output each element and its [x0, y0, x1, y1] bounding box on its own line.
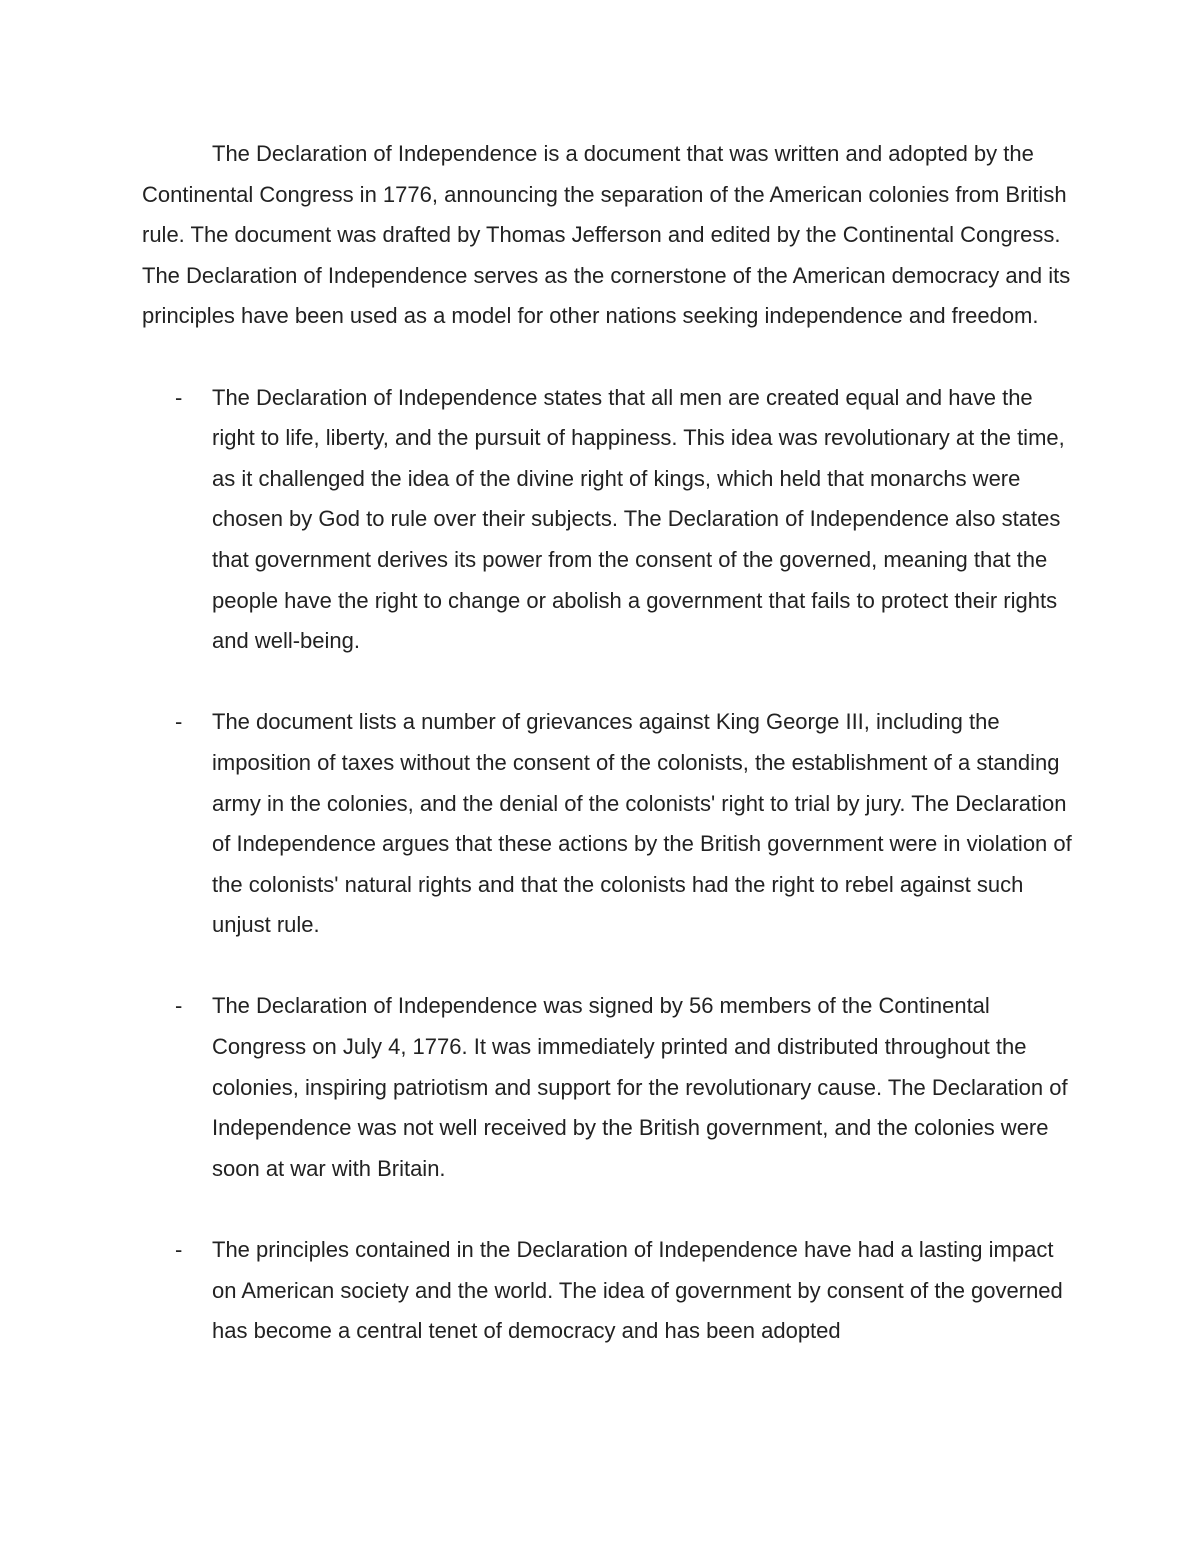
list-item	[142, 702, 1072, 946]
list-item	[142, 1230, 1072, 1352]
list-item-text: The document lists a number of grievances against King George III, including the imposition of taxes without the consent of the colonists, the establishment of a standing army in the colonies, and the denial of the colonists' right to trial by jury. The Declaration of Independence argues that these actions by the British government were in violation of the colonists' natural rights and that the colonists had the right to rebel against such unjust rule.	[212, 709, 1072, 938]
list-item-text: The Declaration of Independence was signed by 56 members of the Continental Congress on July 4, 1776. It was immediately printed and distributed throughout the colonies, inspiring patriotism and support for the revolutionary cause. The Declaration of Independence was not well received by the British government, and the colonies were soon at war with Britain.	[212, 993, 1068, 1181]
intro-paragraph: The Declaration of Independence is a document that was written and adopted by the Continental Congress in 1776, announcing the separation of the American colonies from British rule. The document was drafted by Thomas Jefferson and edited by the Continental Congress. The Declaration of Independence serves as the cornerstone of the American democracy and its principles have been used as a model for other nations seeking independence and freedom.	[142, 141, 1071, 329]
document-body	[142, 134, 1072, 1392]
list-item	[142, 986, 1072, 1189]
dash-bullet-icon: -	[175, 709, 183, 735]
list-item-text: The Declaration of Independence states that all men are created equal and have the right to life, liberty, and the pursuit of happiness. This idea was revolutionary at the time, as it challenged the idea of the divine right of kings, which held that monarchs were chosen by God to rule over their subjects. The Declaration of Independence also states that government derives its power from the consent of the governed, meaning that the people have the right to change or abolish a government that fails to protect their rights and well-being.	[212, 384, 1065, 654]
dash-bullet-icon: -	[175, 1237, 183, 1263]
bullet-list	[142, 378, 1072, 1352]
list-item	[142, 378, 1072, 662]
dash-bullet-icon: -	[175, 384, 183, 410]
list-item-text: The principles contained in the Declaration of Independence have had a lasting impact on American society and the world. The idea of government by consent of the governed has become a central tenet of democracy and has been adopted	[212, 1237, 1063, 1344]
dash-bullet-icon: -	[175, 993, 183, 1019]
